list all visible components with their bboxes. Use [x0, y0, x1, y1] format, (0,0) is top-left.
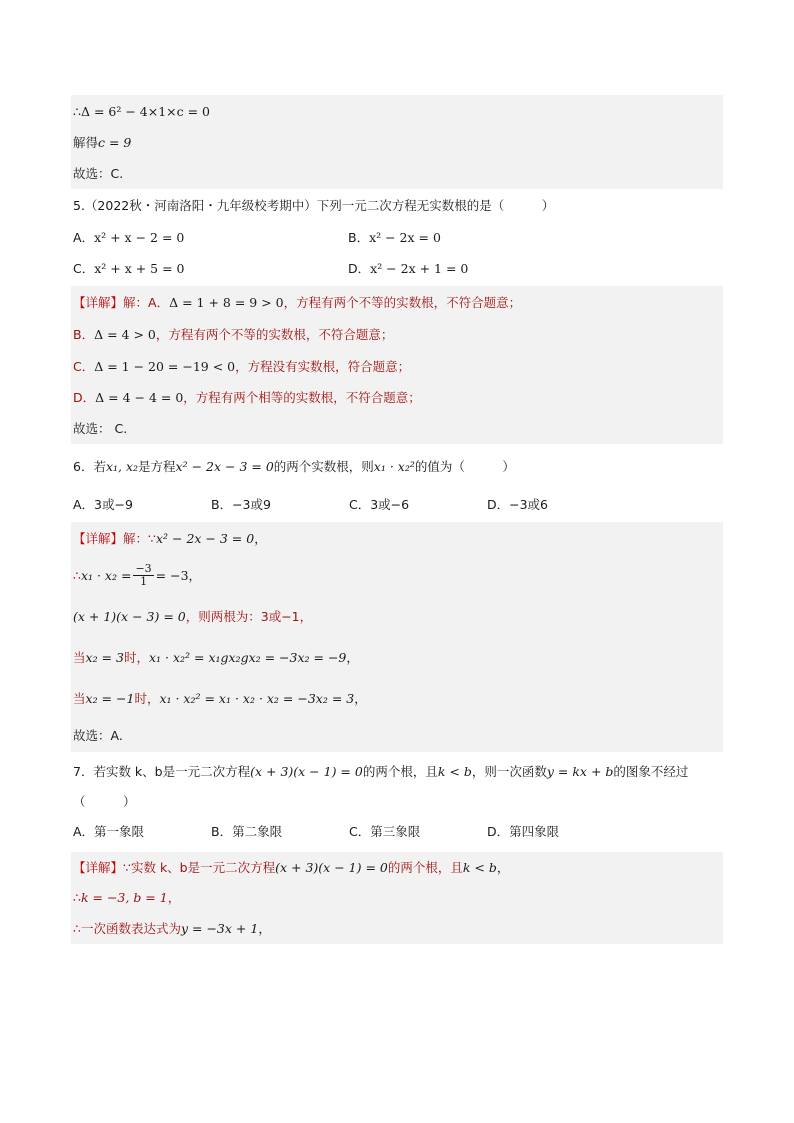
q6-option-d: D．−3或6 [487, 497, 549, 512]
q5-solution-line-2: B． Δ = 4 > 0 ，方程有两个不等的实数根，不符合题意； [73, 326, 394, 342]
question-5 [71, 189, 723, 283]
q5-solution-block [71, 286, 723, 444]
q7-solution-line-1: 【详解】 ∵实数 k、b是一元二次方程 (x + 3)(x − 1) = 0 的两个根，且 k < b ， [73, 859, 510, 875]
question-6 [71, 444, 723, 520]
q7-options [71, 812, 723, 850]
q7-stem-paren: （ ） [73, 794, 136, 809]
q6-options [71, 488, 723, 520]
q5-solution-answer: 故选： C. [73, 421, 128, 436]
q6-option-a: A．3或−9 [73, 497, 133, 512]
q6-solution-line-2: ∴ x₁ · x₂ = $\frac{-3}{1}$ = −3 ， [73, 561, 202, 588]
q7-option-c: C．第三象限 [349, 824, 421, 839]
prev-solution-line-1: ∴Δ = 6² − 4×1×c = 0 [73, 103, 211, 119]
q7-option-d: D．第四象限 [487, 824, 560, 839]
q7-stem: 7．若实数 k、b是一元二次方程 (x + 3)(x − 1) = 0 的两个根，且 k < b ，则一次函数 y = kx + b 的图象不经过 [73, 763, 689, 779]
q7-option-a: A．第一象限 [73, 824, 145, 839]
detail-tag: 【详解】 [73, 531, 124, 546]
question-7 [71, 752, 723, 850]
q5-option-c: C．x² + x + 5 = 0 [73, 260, 185, 276]
q5-option-d: D．x² − 2x + 1 = 0 [348, 260, 469, 276]
prev-solution-block [71, 95, 723, 189]
prev-solution-line-2: 解得 c = 9 [73, 134, 132, 150]
q5-stem: 5.（2022秋・河南洛阳・九年级校考期中）下列一元二次方程无实数根的是（ ） [73, 198, 555, 213]
prev-solution-answer: 故选：C. [73, 166, 124, 181]
q5-option-b: B．x² − 2x = 0 [348, 229, 441, 245]
q5-option-a: A．x² + x − 2 = 0 [73, 229, 185, 245]
q7-solution-line-2: ∴ k = −3, b = 1 ， [73, 889, 181, 905]
q6-solution-line-1: 【详解】 解：∵ x² − 2x − 3 = 0 ， [73, 530, 267, 546]
q7-option-b: B．第二象限 [211, 824, 283, 839]
q5-solution-line-3: C． Δ = 1 − 20 = −19 < 0 ，方程没有实数根，符合题意； [73, 358, 411, 374]
q6-stem: 6．若 x₁, x₂ 是方程 x² − 2x − 3 = 0 的两个实数根，则 x₁ · x₂² 的值为（ ） [73, 458, 515, 474]
q6-option-b: B．−3或9 [211, 497, 271, 512]
fraction: $\frac{-3}{1}$ [135, 561, 152, 588]
q6-solution-line-3: (x + 1)(x − 3) = 0 ，则两根为：3或−1， [73, 608, 313, 624]
q6-solution-line-5: 当 x₂ = −1 时， x₁ · x₂² = x₁ · x₂ · x₂ = −3x₂ = 3 ， [73, 690, 367, 706]
q6-solution-line-4: 当 x₂ = 3 时， x₁ · x₂² = x₁gx₂gx₂ = −3x₂ = −9 ， [73, 649, 359, 665]
q7-solution-line-3: ∴一次函数表达式为 y = −3x + 1 ， [73, 920, 271, 936]
q5-options-row-2 [71, 252, 723, 283]
q5-solution-line-1: 【详解】 解：A． Δ = 1 + 8 = 9 > 0 ，方程有两个不等的实数根，不符合题意； [73, 294, 522, 310]
q5-solution-line-4: D． Δ = 4 − 4 = 0 ，方程有两个相等的实数根，不符合题意； [73, 389, 421, 405]
q6-option-c: C．3或−6 [349, 497, 410, 512]
document-page [71, 95, 723, 944]
q5-options-row-1 [71, 221, 723, 252]
q6-solution-block [71, 522, 723, 752]
q7-solution-block [71, 852, 723, 944]
q6-solution-answer: 故选：A. [73, 728, 123, 743]
detail-tag: 【详解】 [73, 860, 124, 875]
detail-tag: 【详解】 [73, 295, 124, 310]
